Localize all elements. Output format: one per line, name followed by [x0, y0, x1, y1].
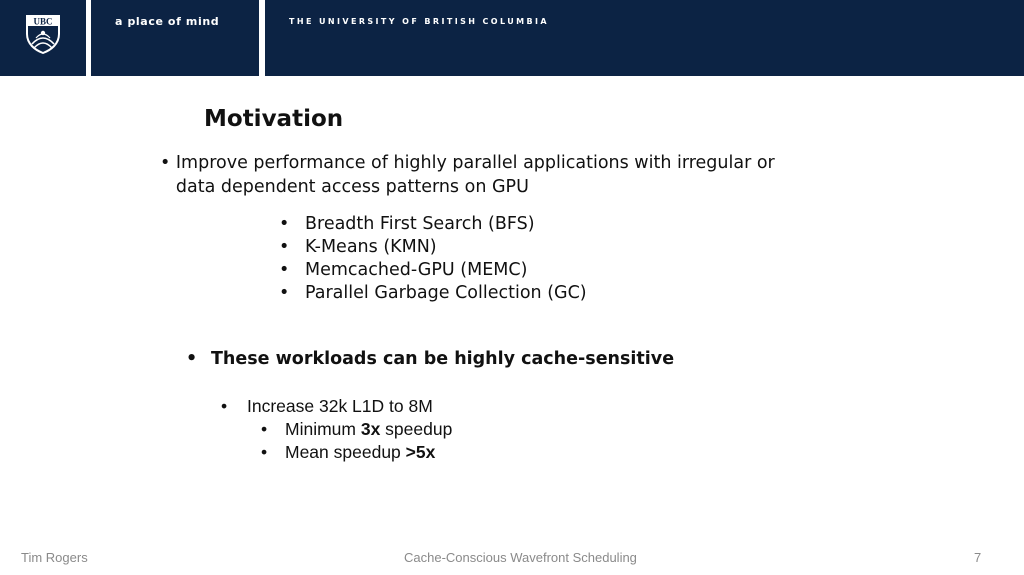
page-number: 7 — [974, 550, 982, 565]
workload-item: • Parallel Garbage Collection (GC) — [279, 283, 587, 303]
workload-label: K-Means (KMN) — [305, 237, 437, 257]
increase-text: Increase 32k L1D to 8M — [247, 396, 433, 416]
workload-label: Memcached-GPU (MEMC) — [305, 260, 528, 280]
footer-title: Cache-Conscious Wavefront Scheduling — [404, 550, 637, 565]
cache-sensitive-bullet: • These workloads can be highly cache-sensitive — [186, 349, 675, 369]
min-speedup-bullet: • Minimum 3x speedup — [261, 419, 453, 439]
workload-item: • Breadth First Search (BFS) — [279, 214, 535, 234]
tagline-panel — [91, 0, 259, 76]
university-name: THE UNIVERSITY OF BRITISH COLUMBIA — [289, 17, 549, 26]
mean-speedup-value: >5x — [405, 442, 436, 462]
logo-panel — [0, 0, 86, 76]
mean-speedup-prefix: Mean speedup — [285, 442, 406, 462]
workload-label: Parallel Garbage Collection (GC) — [305, 283, 587, 303]
workload-item: • K-Means (KMN) — [279, 237, 437, 257]
intro-bullet — [160, 151, 810, 199]
intro-bullet-text: Improve performance of highly parallel applications with irregular or data dependent access patterns on GPU — [175, 153, 775, 197]
header-banner — [0, 0, 1024, 76]
min-speedup-suffix: speedup — [380, 419, 453, 439]
tagline-text: a place of mind — [115, 15, 220, 28]
bullet-dot: • — [160, 153, 171, 173]
mean-speedup-bullet: • Mean speedup >5x — [261, 442, 436, 462]
university-panel — [265, 0, 1024, 76]
ubc-crest-icon — [24, 14, 62, 54]
min-speedup-prefix: Minimum — [285, 419, 361, 439]
slide-title: Motivation — [204, 106, 344, 132]
min-speedup-value: 3x — [360, 419, 381, 439]
workload-label: Breadth First Search (BFS) — [305, 214, 535, 234]
cache-sensitive-text: These workloads can be highly cache-sensitive — [211, 349, 675, 369]
workload-item: • Memcached-GPU (MEMC) — [279, 260, 528, 280]
logo-text: UBC — [33, 16, 53, 27]
increase-bullet: • Increase 32k L1D to 8M — [221, 396, 433, 416]
footer-author: Tim Rogers — [21, 550, 88, 565]
